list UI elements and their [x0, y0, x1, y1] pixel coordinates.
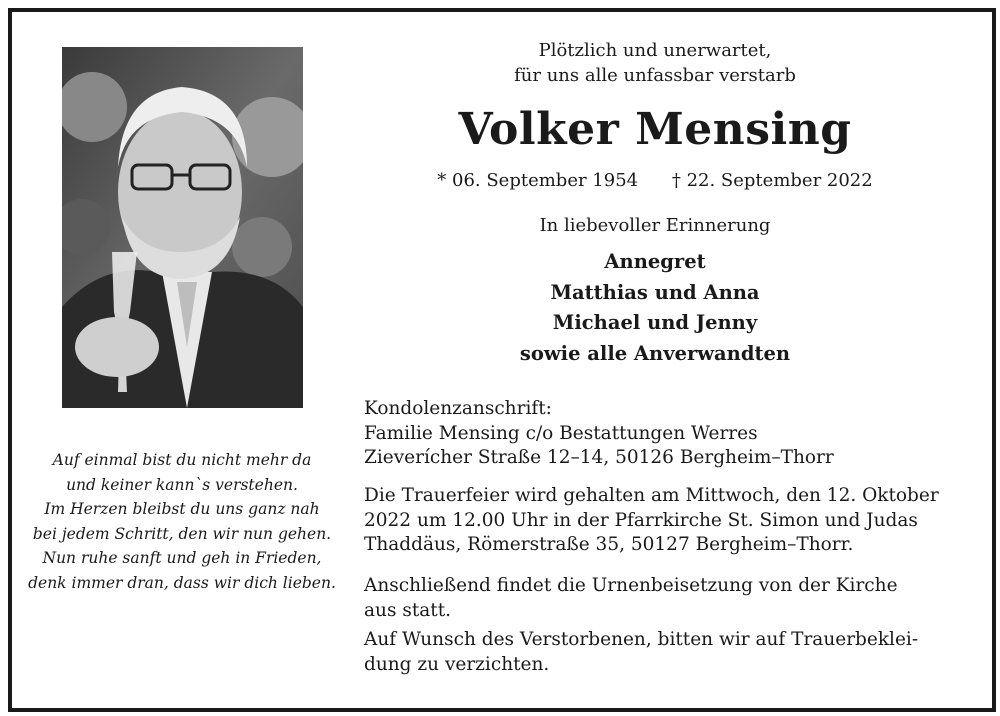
poem-line: denk immer dran, dass wir dich lieben.	[28, 573, 336, 592]
funeral-line: 2022 um 12.00 Uhr in der Pfarrkirche St. Simon und Judas	[364, 509, 918, 531]
poem-line: bei jedem Schritt, den wir nun gehen.	[32, 524, 332, 543]
intro-line: für uns alle unfassbar verstarb	[514, 65, 796, 86]
intro-line: Plötzlich und unerwartet,	[538, 40, 772, 61]
family-list	[350, 247, 960, 369]
funeral-info	[364, 484, 952, 558]
poem-line: Im Herzen bleibst du uns ganz nah	[44, 500, 320, 519]
family-member: Matthias und Anna	[550, 280, 760, 304]
poem-line: Auf einmal bist du nicht mehr da	[52, 451, 312, 469]
urn-line: aus statt.	[364, 599, 452, 621]
deceased-name: Volker Mensing	[458, 104, 852, 155]
condolence-line: Familie Mensing c/o Bestattungen Werres	[364, 422, 758, 444]
condolence-address	[364, 397, 952, 471]
condolence-line: Zieverícher Straße 12–14, 50126 Bergheim–Thorr	[364, 447, 834, 468]
funeral-line: Thaddäus, Römerstraße 35, 50127 Bergheim–Thorr.	[364, 534, 854, 555]
portrait-photo	[62, 47, 303, 408]
urn-line: Anschließend findet die Urnenbeisetzung von der Kirche	[364, 575, 898, 596]
wish-line: dung zu verzichten.	[364, 653, 550, 675]
wish-info	[364, 628, 952, 677]
life-dates	[350, 170, 960, 191]
family-member: Annegret	[604, 250, 706, 273]
family-member: sowie alle Anverwandten	[519, 341, 791, 365]
poem-line: und keiner kann`s verstehen.	[66, 475, 298, 494]
memory-line: In liebevoller Erinnerung	[539, 215, 771, 236]
family-member: Michael und Jenny	[552, 311, 758, 334]
intro-text	[350, 38, 960, 88]
memorial-poem	[28, 448, 336, 596]
urn-info	[364, 574, 952, 623]
condolence-line: Kondolenzanschrift:	[364, 398, 552, 419]
death-date: † 22. September 2022	[671, 170, 873, 191]
poem-line: Nun ruhe sanft und geh in Frieden,	[42, 549, 322, 568]
wish-line: Auf Wunsch des Verstorbenen, bitten wir auf Trauerbeklei-	[364, 629, 919, 650]
birth-date: * 06. September 1954	[437, 170, 639, 191]
funeral-line: Die Trauerfeier wird gehalten am Mittwoch, den 12. Oktober	[364, 485, 939, 506]
